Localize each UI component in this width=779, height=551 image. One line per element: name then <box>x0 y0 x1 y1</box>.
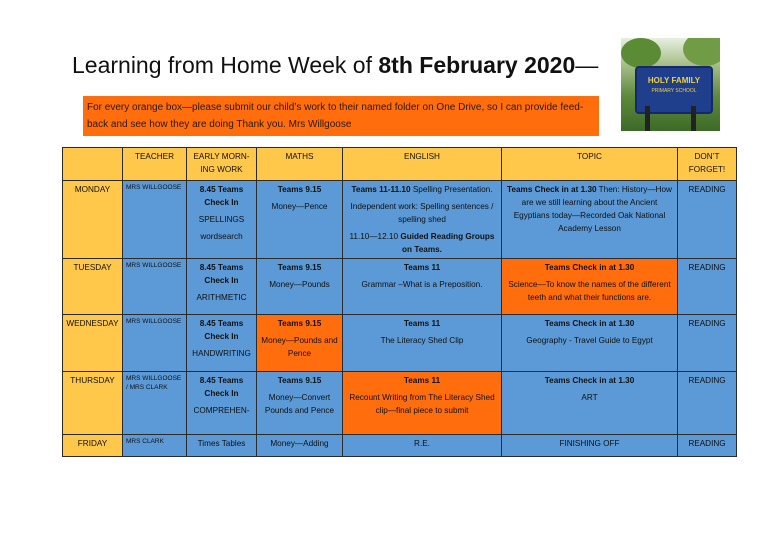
tree-foliage <box>621 38 661 68</box>
school-sign-photo <box>621 38 720 131</box>
cell-heading: Guided Reading Groups on Teams. <box>400 232 495 254</box>
day-cell: TUESDAY <box>63 259 123 315</box>
cell-text: HANDWRITING <box>192 349 251 358</box>
topic-cell-submit <box>502 259 678 315</box>
title-dash: — <box>575 52 599 78</box>
early-cell <box>187 181 257 259</box>
cell-heading: 8.45 Teams Check In <box>199 319 244 341</box>
cell-heading: Teams 9.15 <box>277 185 322 194</box>
cell-heading: 8.45 Teams Check In <box>199 263 244 285</box>
header-cell: TOPIC <box>502 148 678 181</box>
table-row <box>63 181 737 259</box>
day-cell: FRIDAY <box>63 435 123 457</box>
header-cell: MATHS <box>257 148 343 181</box>
title-date: 8th February 2020 <box>378 52 576 78</box>
cell-text: ART <box>581 393 598 402</box>
sign-post <box>645 106 650 131</box>
cell-text: Recount Writing from The Literacy Shed clip—final piece to submit <box>349 393 495 415</box>
cell-text: Money—Pounds <box>269 280 330 289</box>
english-cell <box>343 315 502 372</box>
early-cell <box>187 259 257 315</box>
timetable <box>62 147 737 457</box>
cell-heading: Teams 11 <box>403 263 441 272</box>
cell-text: wordsearch <box>200 232 243 241</box>
cell-text: SPELLINGS <box>198 215 245 224</box>
maths-cell <box>257 372 343 435</box>
cell-text: Money—Pounds and Pence <box>261 336 338 358</box>
topic-cell <box>502 372 678 435</box>
header-cell <box>63 148 123 181</box>
day-cell: MONDAY <box>63 181 123 259</box>
cell-text: Grammar –What is a Preposition. <box>361 280 483 289</box>
page-title <box>72 52 598 79</box>
table-row <box>63 372 737 435</box>
tree-foliage <box>683 38 720 66</box>
cell-heading: Teams Check in at 1.30 <box>544 263 635 272</box>
english-cell-submit <box>343 372 502 435</box>
early-cell: Times Tables <box>187 435 257 457</box>
maths-cell <box>257 181 343 259</box>
maths-cell: Money—Adding <box>257 435 343 457</box>
day-cell: WEDNESDAY <box>63 315 123 372</box>
cell-heading: Teams 11 <box>403 376 441 385</box>
forget-cell: READING <box>678 315 737 372</box>
early-cell <box>187 372 257 435</box>
header-cell: EARLY MORN-ING WORK <box>187 148 257 181</box>
sign-text: HOLY FAMILY <box>647 76 701 85</box>
cell-heading: Teams 9.15 <box>277 263 322 272</box>
early-cell <box>187 315 257 372</box>
cell-text: ARITHMETIC <box>196 293 247 302</box>
cell-heading: Teams Check in at 1.30 <box>507 185 597 194</box>
teacher-cell: MRS WILLGOOSE <box>123 315 187 372</box>
english-cell: R.E. <box>343 435 502 457</box>
cell-heading: 8.45 Teams Check In <box>199 185 244 207</box>
cell-heading: Teams Check in at 1.30 <box>544 319 635 328</box>
cell-text: Independent work: Spelling sentences / spelling shed <box>350 202 494 224</box>
day-cell: THURSDAY <box>63 372 123 435</box>
cell-heading: Teams Check in at 1.30 <box>544 376 635 385</box>
english-cell <box>343 181 502 259</box>
teacher-cell: MRS CLARK <box>123 435 187 457</box>
table-row <box>63 259 737 315</box>
cell-heading: Teams 11 <box>403 319 441 328</box>
header-cell: DON’T FORGET! <box>678 148 737 181</box>
topic-cell <box>502 315 678 372</box>
cell-text: Science—To know the names of the different teeth and what their functions are. <box>508 280 671 302</box>
orange-box-notice: For every orange box—please submit our child’s work to their named folder on One Drive, so I can provide feed-back and see how they are doing Thank you. Mrs Willgoose <box>83 96 599 136</box>
cell-text: Then: History—How are we still learning about the Ancient Egyptians today—Recorded Oak National Academy Lesson <box>513 185 672 233</box>
header-cell: TEACHER <box>123 148 187 181</box>
teacher-cell: MRS WILLGOOSE / MRS CLARK <box>123 372 187 435</box>
cell-text: Geography - Travel Guide to Egypt <box>526 336 653 345</box>
topic-cell: FINISHING OFF <box>502 435 678 457</box>
header-cell: ENGLISH <box>343 148 502 181</box>
sign-post <box>691 106 696 131</box>
cell-text: 11.10—12.10 <box>349 232 401 241</box>
topic-cell <box>502 181 678 259</box>
forget-cell: READING <box>678 181 737 259</box>
cell-text: Money—Convert Pounds and Pence <box>264 393 335 415</box>
title-text: Learning from Home Week of <box>72 52 379 78</box>
cell-text: Money—Pence <box>271 202 328 211</box>
teacher-cell: MRS WILLGOOSE <box>123 259 187 315</box>
table-row <box>63 435 737 457</box>
cell-heading: Teams 9.15 <box>277 376 322 385</box>
cell-heading: 8.45 Teams Check In <box>199 376 244 398</box>
forget-cell: READING <box>678 259 737 315</box>
table-row <box>63 315 737 372</box>
cell-heading: Teams 9.15 <box>277 319 322 328</box>
teacher-cell: MRS WILLGOOSE <box>123 181 187 259</box>
cell-text: The Literacy Shed Clip <box>380 336 464 345</box>
sign-subtext: PRIMARY SCHOOL <box>651 88 697 94</box>
cell-text: COMPREHEN- <box>193 406 250 415</box>
cell-heading: Teams 11-11.10 <box>351 185 411 194</box>
cell-text: Spelling Presentation. <box>410 185 493 194</box>
forget-cell: READING <box>678 372 737 435</box>
header-row <box>63 148 737 181</box>
forget-cell: READING <box>678 435 737 457</box>
maths-cell <box>257 259 343 315</box>
english-cell <box>343 259 502 315</box>
maths-cell-submit <box>257 315 343 372</box>
